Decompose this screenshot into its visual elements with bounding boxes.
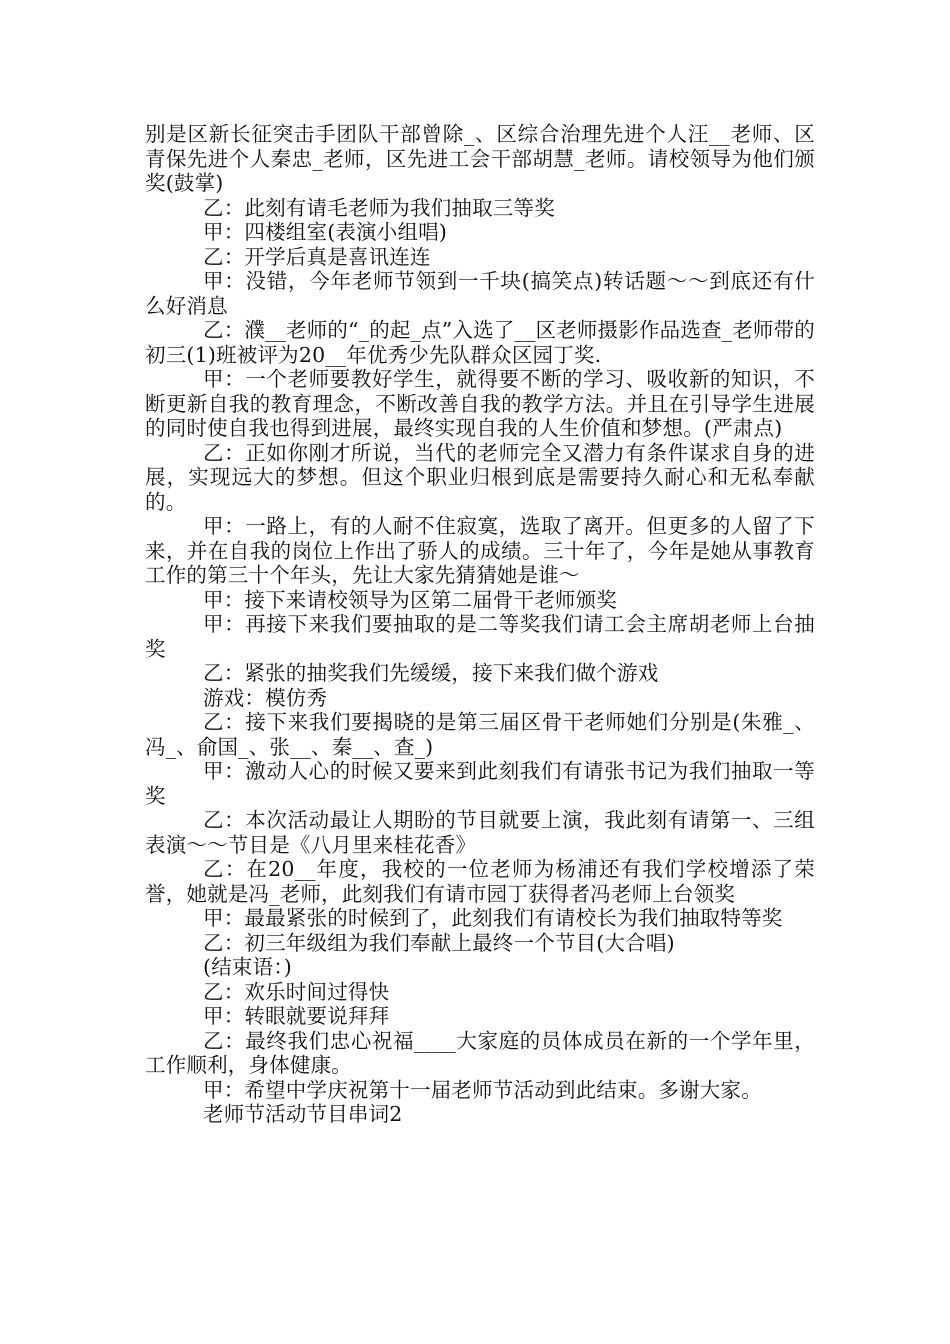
paragraph: 乙：紧张的抽奖我们先缓缓，接下来我们做个游戏 [203, 661, 659, 685]
document-body [145, 122, 815, 1127]
paragraph: 甲：一个老师要教好学生，就得要不断的学习、吸收新的知识，不断更新自我的教育理念，不断改善自我的教学方法。并且在引导学生进展的同时使自我也得到进展，最终实现自我的人生价值和梦想。(严肃点) [145, 367, 815, 440]
paragraph: 甲：最最紧张的时候到了，此刻我们有请校长为我们抽取特等奖 [203, 906, 783, 930]
paragraph: 乙：在20__年度，我校的一位老师为杨浦还有我们学校增添了荣誉，她就是冯_老师，此刻我们有请市园丁获得者冯老师上台领奖 [145, 857, 815, 906]
paragraph: 甲：四楼组室(表演小组唱) [203, 220, 448, 244]
paragraph: 甲：再接下来我们要抽取的是二等奖我们请工会主席胡老师上台抽奖 [145, 612, 815, 661]
paragraph: 乙：此刻有请毛老师为我们抽取三等奖 [203, 195, 555, 220]
paragraph: 乙：接下来我们要揭晓的是第三届区骨干老师她们分别是(朱雅_、冯_、俞国_、张__、秦__、查_) [145, 710, 815, 759]
paragraph: 乙：正如你刚才所说，当代的老师完全又潜力有条件谋求自身的进展，实现远大的梦想。但这个职业归根到底是需要持久耐心和无私奉献的。 [145, 440, 815, 514]
paragraph: 甲：转眼就要说拜拜 [203, 1004, 390, 1028]
section-heading: 老师节活动节目串词2 [203, 1102, 403, 1126]
paragraph: 乙：最终我们忠心祝福____大家庭的员体成员在新的一个学年里，工作顺利，身体健康。 [145, 1028, 815, 1077]
paragraph: 乙：欢乐时间过得快 [203, 979, 390, 1004]
paragraph: 乙：初三年级组为我们奉献上最终一个节目(大合唱) [203, 930, 675, 955]
paragraph: 乙：开学后真是喜讯连连 [203, 244, 431, 269]
paragraph: 乙：濮__老师的“_的起_点”入选了__区老师摄影作品选查_老师带的初三(1)班被评为20__年优秀少先队群众区园丁奖. [145, 318, 816, 367]
paragraph: 乙：本次活动最让人期盼的节目就要上演，我此刻有请第一、三组表演～～节目是《八月里来桂花香》 [145, 808, 815, 857]
paragraph: (结束语：) [203, 955, 292, 979]
paragraph: 甲：没错，今年老师节领到一千块(搞笑点)转话题～～到底还有什么好消息 [145, 269, 815, 318]
paragraph: 别是区新长征突击手团队干部曾除_、区综合治理先进个人汪__老师、区青保先进个人秦忠_老师，区先进工会干部胡慧_老师。请校领导为他们颁奖(鼓掌) [145, 122, 815, 195]
paragraph: 甲：激动人心的时候又要来到此刻我们有请张书记为我们抽取一等奖 [145, 759, 815, 808]
paragraph: 游戏：模仿秀 [203, 685, 328, 710]
paragraph: 甲：一路上，有的人耐不住寂寞，选取了离开。但更多的人留了下来，并在自我的岗位上作出了骄人的成绩。三十年了，今年是她从事教育工作的第三十个年头，先让大家先猜猜她是谁～ [145, 514, 815, 587]
paragraph: 甲：希望中学庆祝第十一届老师节活动到此结束。多谢大家。 [203, 1077, 762, 1102]
paragraph: 甲：接下来请校领导为区第二届骨干老师颁奖 [203, 587, 617, 612]
